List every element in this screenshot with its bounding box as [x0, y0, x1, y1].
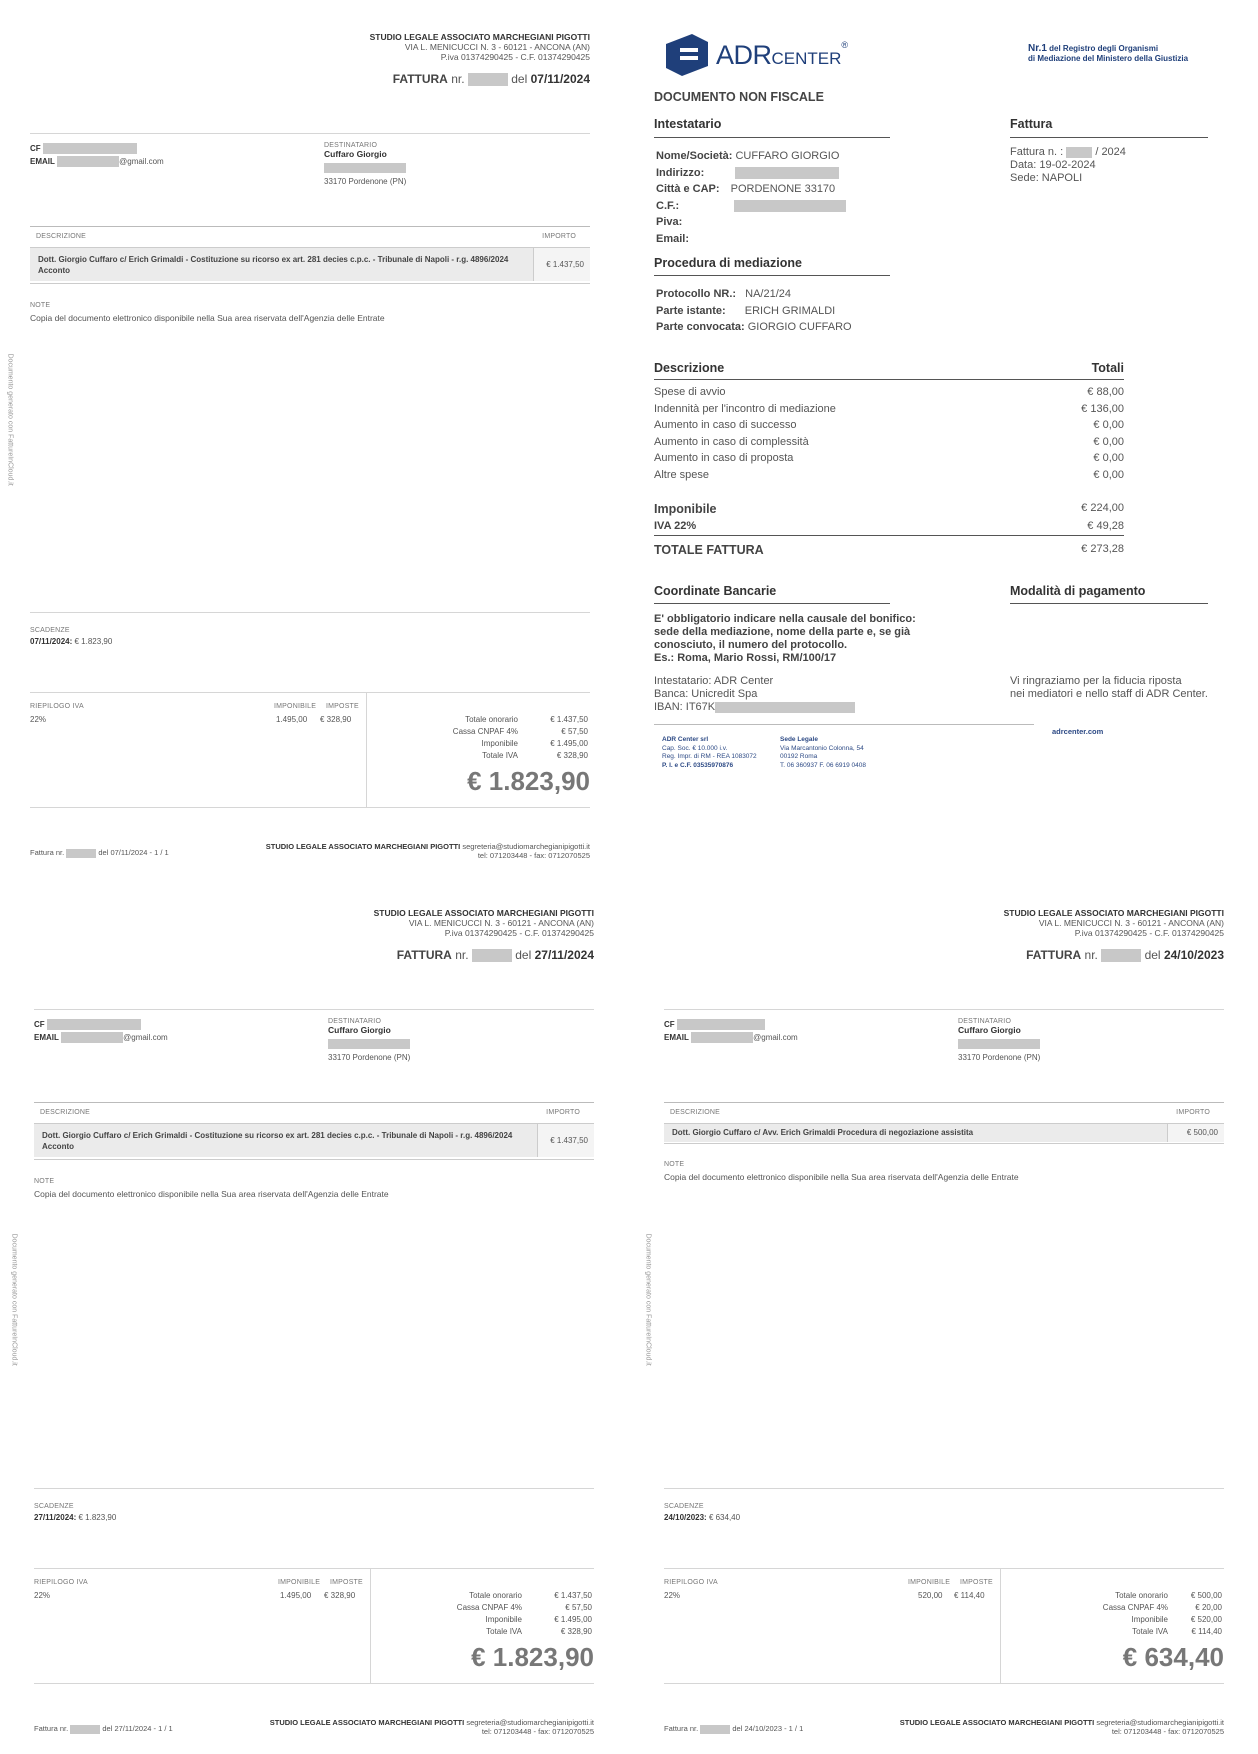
del-label: del: [511, 72, 528, 86]
redaction: [70, 1725, 100, 1734]
iva-label: IVA 22%: [654, 520, 697, 532]
invoice-header: [1004, 908, 1224, 938]
list-item: [654, 403, 1124, 420]
tot-onorario-value: € 1.437,50: [554, 1591, 592, 1600]
note-text: Copia del documento elettronico disponibile nella Sua area riservata dell'Agenzia delle Entrate: [664, 1172, 1019, 1182]
convocata-value: GIORGIO CUFFARO: [747, 321, 852, 333]
adr-footer-sede: [780, 736, 866, 770]
tot-onorario-label: Totale onorario: [465, 715, 518, 724]
note-text: Copia del documento elettronico disponibile nella Sua area riservata dell'Agenzia delle Entrate: [34, 1189, 389, 1199]
imponibile-value: € 1.495,00: [550, 739, 588, 748]
del-label: del: [515, 948, 532, 962]
footer-email: segreteria@studiomarchegianipigotti.it: [462, 842, 590, 851]
divider: [370, 1568, 371, 1683]
redaction: [66, 849, 96, 858]
tot-onorario-label: Totale onorario: [469, 1591, 522, 1600]
scadenze-label: SCADENZE: [30, 627, 70, 634]
notice-line-1: E' obbligatorio indicare nella causale del bonifico:: [654, 613, 916, 625]
footer-left: [34, 1724, 173, 1734]
divider: [366, 692, 367, 807]
divider: [34, 1568, 594, 1569]
footer-prefix: Fattura nr.: [30, 848, 65, 857]
cassa-label: Cassa CNPAF 4%: [452, 727, 518, 736]
imposte-col: IMPOSTE: [960, 1579, 993, 1586]
imponibile-label: Imponibile: [481, 739, 518, 748]
description-table: [34, 1102, 594, 1160]
note-text: Copia del documento elettronico disponibile nella Sua area riservata dell'Agenzia delle Entrate: [30, 313, 385, 323]
footer-phone: tel: 071203448 - fax: 0712070525: [477, 851, 590, 860]
firm-address: VIA L. MENICUCCI N. 3 - 60121 - ANCONA (AN): [404, 42, 590, 52]
invoice-date: 27/11/2024: [534, 948, 594, 962]
convocata-label: Parte convocata:: [656, 321, 745, 333]
registry-nr: Nr.1: [1028, 43, 1047, 54]
fattura-n-label: Fattura n. :: [1010, 146, 1064, 158]
list-item: [654, 452, 1124, 469]
divider: [1010, 603, 1208, 604]
adr-logo-text: ADRCENTER®: [716, 40, 849, 70]
recipient-city: 33170 Pordenone (PN): [958, 1053, 1041, 1062]
recipient: [324, 142, 406, 186]
row-amount: € 1.437,50: [550, 1136, 588, 1145]
piva-label: Piva:: [656, 216, 683, 228]
protocollo-label: Protocollo NR.:: [656, 288, 737, 300]
client-info: [664, 1018, 798, 1044]
cf-label: CF: [664, 1020, 675, 1029]
iva-imposte: € 114,40: [954, 1591, 985, 1600]
notice-line-4: Es.: Roma, Mario Rossi, RM/100/17: [654, 652, 837, 664]
foot-piva: P. I. e C.F. 03535970876: [662, 761, 734, 769]
footer-left: [30, 848, 169, 858]
item-value: € 0,00: [1093, 452, 1124, 464]
redaction: [43, 143, 137, 154]
registry-text-2: di Mediazione del Ministero della Giustizia: [1028, 54, 1189, 63]
scadenza-amount: € 1.823,90: [78, 1513, 117, 1522]
procedura-title: Procedura di mediazione: [654, 256, 802, 270]
imponibile-row: [654, 502, 1124, 516]
email-label: EMAIL: [30, 157, 55, 166]
redaction: [328, 1039, 410, 1049]
procedura-block: [656, 286, 852, 336]
side-watermark: Documento generato con FattureInCloud.it: [10, 1233, 18, 1366]
invoice-header: [370, 32, 590, 62]
iva-value: € 49,28: [1087, 520, 1124, 532]
invoice-2: [34, 876, 594, 1738]
thanks-line-2: nei mediatori e nello staff di ADR Center.: [1010, 688, 1208, 700]
table-row: [30, 248, 534, 281]
redaction: [61, 1032, 123, 1043]
item-label: Aumento in caso di successo: [654, 419, 797, 431]
destinatario-label: DESTINATARIO: [324, 142, 378, 149]
imposte-col: IMPOSTE: [330, 1579, 363, 1586]
invoice-header: [374, 908, 594, 938]
logo-sub: CENTER: [771, 49, 842, 68]
foot-reg: Reg. Impr. di RM - REA 1083072: [662, 753, 757, 760]
tot-onorario-value: € 1.437,50: [550, 715, 588, 724]
footer-prefix: Fattura nr.: [664, 1724, 699, 1733]
destinatario-label: DESTINATARIO: [958, 1018, 1012, 1025]
redaction: [691, 1032, 753, 1043]
footer-tail: del 27/11/2024 - 1 / 1: [102, 1724, 173, 1733]
recipient-city: 33170 Pordenone (PN): [328, 1053, 411, 1062]
email-suffix: @gmail.com: [119, 157, 164, 166]
divider: [664, 1009, 1224, 1010]
iva-row: [654, 520, 1124, 532]
divider: [654, 379, 1124, 380]
imponibile-col: IMPONIBILE: [908, 1579, 951, 1586]
imposte-col: IMPOSTE: [326, 703, 359, 710]
destinatario-label: DESTINATARIO: [328, 1018, 382, 1025]
row-description: Dott. Giorgio Cuffaro c/ Avv. Erich Grimaldi Procedura di negoziazione assistita: [672, 1128, 974, 1137]
riepilogo-label: RIEPILOGO IVA: [34, 1579, 88, 1586]
item-label: Indennità per l'incontro di mediazione: [654, 402, 836, 415]
summary-values: [550, 714, 588, 762]
divider: [34, 1488, 594, 1489]
fattura-label: FATTURA: [1026, 948, 1082, 962]
modalita-title: Modalità di pagamento: [1010, 584, 1146, 598]
row-description: Dott. Giorgio Cuffaro c/ Erich Grimaldi - Costituzione su ricorso ex art. 281 decies c.p.c. - Tribunale di Napoli - r.g. 4896/2024 Acconto: [42, 1131, 513, 1151]
imponibile-value: € 520,00: [1190, 1615, 1222, 1624]
table-header: [664, 1103, 1224, 1124]
logo-main: ADR: [716, 40, 772, 70]
grand-total: € 1.823,90: [471, 1642, 594, 1672]
descrizione-title: Descrizione: [654, 361, 725, 375]
row-amount: € 500,00: [1186, 1128, 1218, 1137]
thanks-line-1: Vi ringraziamo per la fiducia riposta: [1010, 675, 1182, 687]
footer-firm: STUDIO LEGALE ASSOCIATO MARCHEGIANI PIGOTTI: [265, 842, 461, 851]
nr-label: nr.: [451, 72, 465, 86]
nome-label: Nome/Società:: [656, 150, 733, 162]
footer-divider: [654, 724, 1034, 725]
firm-piva: P.iva 01374290425 - C.F. 01374290425: [444, 928, 594, 938]
notice-line-2: sede della mediazione, nome della parte e, se già: [654, 626, 911, 638]
item-value: € 0,00: [1093, 419, 1124, 431]
recipient-name: Cuffaro Giorgio: [324, 149, 387, 159]
cf-label: CF: [30, 144, 41, 153]
riepilogo-label: RIEPILOGO IVA: [664, 1579, 718, 1586]
scadenza-date: 07/11/2024:: [30, 637, 73, 646]
footer-phone: tel: 071203448 - fax: 0712070525: [1111, 1727, 1224, 1736]
table-header: [34, 1103, 594, 1124]
tot-iva-value: € 328,90: [556, 751, 588, 760]
divider: [1010, 137, 1208, 138]
imponibile-col: IMPONIBILE: [274, 703, 317, 710]
item-label: Altre spese: [654, 468, 710, 481]
cf-label: C.F.:: [656, 199, 680, 212]
foot-sede-1: Via Marcantonio Colonna, 54: [780, 744, 864, 752]
importo-header: IMPORTO: [546, 1109, 580, 1116]
cassa-value: € 20,00: [1195, 1603, 1222, 1612]
footer-right: [900, 1718, 1224, 1736]
redaction: [1066, 147, 1092, 158]
istante-value: ERICH GRIMALDI: [744, 304, 836, 317]
cassa-label: Cassa CNPAF 4%: [1102, 1603, 1168, 1612]
cf-label: CF: [34, 1020, 45, 1029]
fattura-n-tail: / 2024: [1095, 146, 1126, 158]
divider: [34, 1683, 594, 1684]
invoice-date: 07/11/2024: [530, 72, 590, 86]
divider: [34, 1009, 594, 1010]
footer-prefix: Fattura nr.: [34, 1724, 69, 1733]
tot-iva-label: Totale IVA: [486, 1627, 522, 1636]
firm-name: STUDIO LEGALE ASSOCIATO MARCHEGIANI PIGOTTI: [1003, 908, 1224, 918]
importo-header: IMPORTO: [542, 233, 576, 240]
firm-address: VIA L. MENICUCCI N. 3 - 60121 - ANCONA (AN): [1038, 918, 1224, 928]
summary-values: [1191, 1590, 1222, 1638]
footer-right: [270, 1718, 594, 1736]
scadenza-amount: € 1.823,90: [74, 637, 113, 646]
registry-note: [1028, 44, 1188, 64]
fattura-title: Fattura: [1010, 117, 1053, 131]
summary-labels: [1103, 1590, 1168, 1638]
invoice-number: [1026, 948, 1224, 962]
email-suffix: @gmail.com: [753, 1033, 798, 1042]
invoice-1: [30, 0, 590, 862]
divider: [664, 1568, 1224, 1569]
redaction: [958, 1039, 1040, 1049]
recipient-name: Cuffaro Giorgio: [958, 1025, 1021, 1035]
item-label: Spese di avvio: [654, 386, 726, 398]
divider: [30, 133, 590, 134]
table-row: [34, 1124, 538, 1157]
descrizione-header: DESCRIZIONE: [36, 233, 87, 240]
recipient: [958, 1018, 1040, 1062]
divider: [30, 612, 590, 613]
items-list: [654, 386, 1124, 485]
email-label: Email:: [656, 232, 690, 245]
tot-iva-value: € 114,40: [1191, 1627, 1222, 1636]
list-item: [654, 469, 1124, 486]
nr-label: nr.: [455, 948, 469, 962]
footer-firm: STUDIO LEGALE ASSOCIATO MARCHEGIANI PIGOTTI: [269, 1718, 465, 1727]
note-label: NOTE: [664, 1161, 685, 1168]
coordinate-title: Coordinate Bancarie: [654, 584, 777, 598]
protocollo-value: NA/21/24: [745, 288, 791, 300]
firm-name: STUDIO LEGALE ASSOCIATO MARCHEGIANI PIGOTTI: [373, 908, 594, 918]
row-amount-cell: [1167, 1124, 1224, 1142]
fattura-block: [1010, 146, 1126, 185]
redaction: [324, 163, 406, 173]
fattura-date: Data: 19-02-2024: [1010, 159, 1096, 171]
row-amount-cell: [533, 248, 590, 281]
recipient-name: Cuffaro Giorgio: [328, 1025, 391, 1035]
bank-name: Banca: Unicredit Spa: [654, 688, 758, 700]
bank-intestatario: Intestatario: ADR Center: [654, 675, 774, 687]
divider: [664, 1683, 1224, 1684]
citta-value: PORDENONE 33170: [730, 183, 836, 195]
row-amount: € 1.437,50: [546, 260, 584, 269]
footer-email: segreteria@studiomarchegianipigotti.it: [1096, 1718, 1224, 1727]
adr-footer-company: [662, 736, 757, 770]
side-watermark: Documento generato con FattureInCloud.it: [644, 1233, 652, 1366]
redaction: [468, 73, 508, 86]
item-value: € 0,00: [1093, 468, 1124, 481]
invoice-number: [393, 72, 590, 86]
invoice-number: [397, 948, 594, 962]
email-label: EMAIL: [34, 1033, 59, 1042]
cassa-label: Cassa CNPAF 4%: [456, 1603, 522, 1612]
totale-value: € 273,28: [1081, 543, 1124, 555]
fattura-label: FATTURA: [392, 72, 448, 86]
redaction: [57, 156, 119, 167]
row-description: Dott. Giorgio Cuffaro c/ Erich Grimaldi - Costituzione su ricorso ex art. 281 decies c.p.c. - Tribunale di Napoli - r.g. 4896/2024 Acconto: [38, 255, 509, 275]
notice-line-3: conosciuto, il numero del protocollo.: [654, 639, 848, 651]
footer-tail: del 07/11/2024 - 1 / 1: [98, 848, 169, 857]
cassa-value: € 57,50: [565, 1603, 592, 1612]
importo-header: IMPORTO: [1176, 1109, 1210, 1116]
bank-iban: IBAN: IT67K: [654, 701, 716, 713]
tot-iva-label: Totale IVA: [1132, 1627, 1168, 1636]
iva-imposte: € 328,90: [324, 1591, 356, 1600]
nome-value: CUFFARO GIORGIO: [735, 150, 840, 162]
bank-details: [654, 675, 855, 714]
redaction: [715, 702, 855, 713]
fattura-sede: Sede: NAPOLI: [1010, 172, 1083, 184]
adr-document: [654, 0, 1258, 862]
firm-piva: P.iva 01374290425 - C.F. 01374290425: [1074, 928, 1224, 938]
cassa-value: € 57,50: [561, 727, 588, 736]
description-table: [30, 226, 590, 284]
totali-title: Totali: [1091, 361, 1124, 375]
footer-tail: del 24/10/2023 - 1 / 1: [732, 1724, 804, 1733]
divider: [1000, 1568, 1001, 1683]
foot-sede-title: Sede Legale: [780, 736, 818, 743]
firm-name: STUDIO LEGALE ASSOCIATO MARCHEGIANI PIGOTTI: [369, 32, 590, 42]
note-label: NOTE: [34, 1178, 55, 1185]
item-label: Aumento in caso di complessità: [654, 435, 809, 448]
imponibile-label: Imponibile: [654, 502, 717, 516]
iva-imposte: € 328,90: [320, 715, 352, 724]
footer-left: [664, 1724, 803, 1734]
tot-iva-label: Totale IVA: [482, 751, 518, 760]
doc-type: DOCUMENTO NON FISCALE: [654, 90, 824, 104]
totale-label: TOTALE FATTURA: [654, 543, 764, 557]
item-value: € 88,00: [1087, 386, 1124, 398]
item-label: Aumento in caso di proposta: [654, 452, 794, 464]
redaction: [734, 200, 846, 212]
iva-imponibile: 1.495,00: [280, 1591, 312, 1600]
description-table: [664, 1102, 1224, 1144]
client-info: [34, 1018, 168, 1044]
divider: [30, 692, 590, 693]
divider: [30, 807, 590, 808]
imponibile-col: IMPONIBILE: [278, 1579, 321, 1586]
item-value: € 0,00: [1093, 435, 1124, 448]
email-label: EMAIL: [664, 1033, 689, 1042]
divider: [654, 603, 890, 604]
note-label: NOTE: [30, 302, 51, 309]
scadenze-label: SCADENZE: [34, 1503, 74, 1510]
grand-total: € 634,40: [1122, 1642, 1224, 1672]
descrizione-header: DESCRIZIONE: [40, 1109, 91, 1116]
row-amount-cell: [537, 1124, 594, 1157]
scadenze-label: SCADENZE: [664, 1503, 704, 1510]
scadenza-date: 27/11/2024:: [34, 1513, 77, 1522]
foot-cap: Cap. Soc. € 10.000 i.v.: [662, 744, 728, 752]
indirizzo-label: Indirizzo:: [656, 166, 705, 179]
footer-email: segreteria@studiomarchegianipigotti.it: [466, 1718, 594, 1727]
redaction: [472, 949, 512, 962]
scadenza-amount: € 634,40: [708, 1513, 741, 1522]
imponibile-value: € 224,00: [1081, 502, 1124, 514]
invoice-date: 24/10/2023: [1163, 948, 1224, 962]
foot-sede-3: T. 06 360937 F. 06 6919 0408: [780, 761, 867, 769]
summary-labels: [453, 714, 518, 762]
list-item: [654, 386, 1124, 403]
table-header: [30, 227, 590, 248]
descrizione-header: DESCRIZIONE: [670, 1109, 721, 1116]
divider: [654, 535, 1124, 536]
iva-imponibile: 1.495,00: [276, 715, 308, 724]
riepilogo-label: RIEPILOGO IVA: [30, 703, 84, 710]
divider: [654, 137, 890, 138]
redaction: [677, 1019, 765, 1030]
summary-labels: [457, 1590, 522, 1638]
recipient: [328, 1018, 410, 1062]
redaction: [700, 1725, 730, 1734]
list-item: [654, 436, 1124, 453]
imponibile-value: € 1.495,00: [554, 1615, 592, 1624]
tot-onorario-value: € 500,00: [1190, 1591, 1222, 1600]
imponibile-label: Imponibile: [1131, 1615, 1168, 1624]
nr-label: nr.: [1084, 948, 1098, 962]
intestatario-block: [656, 148, 846, 247]
side-watermark: Documento generato con FattureInCloud.it: [6, 353, 14, 486]
grand-total: € 1.823,90: [467, 766, 590, 796]
fattura-label: FATTURA: [396, 948, 452, 962]
bank-notice: [654, 613, 916, 665]
intestatario-title: Intestatario: [654, 117, 722, 131]
footer-phone: tel: 071203448 - fax: 0712070525: [481, 1727, 594, 1736]
citta-label: Città e CAP:: [656, 183, 720, 195]
imponibile-label: Imponibile: [485, 1615, 522, 1624]
divider: [654, 275, 890, 276]
redaction: [735, 167, 839, 179]
summary-values: [554, 1590, 592, 1638]
divider: [664, 1488, 1224, 1489]
redaction: [1101, 949, 1141, 962]
iva-rate: 22%: [34, 1591, 51, 1600]
tot-onorario-label: Totale onorario: [1115, 1591, 1168, 1600]
del-label: del: [1144, 948, 1161, 962]
client-info: [30, 142, 164, 168]
adr-logo-icon: [666, 34, 708, 76]
iva-imponibile: 520,00: [918, 1591, 943, 1600]
thanks: [1010, 675, 1208, 701]
firm-piva: P.iva 01374290425 - C.F. 01374290425: [440, 52, 590, 62]
tot-iva-value: € 328,90: [560, 1627, 592, 1636]
foot-company: ADR Center srl: [662, 736, 709, 743]
firm-address: VIA L. MENICUCCI N. 3 - 60121 - ANCONA (AN): [408, 918, 594, 928]
foot-site: adrcenter.com: [1052, 727, 1104, 736]
table-row: [664, 1124, 1168, 1142]
email-suffix: @gmail.com: [123, 1033, 168, 1042]
registry-text-1: del Registro degli Organismi: [1049, 44, 1159, 53]
item-value: € 136,00: [1081, 402, 1124, 415]
scadenza-date: 24/10/2023:: [664, 1513, 707, 1522]
redaction: [47, 1019, 141, 1030]
footer-right: [266, 842, 590, 860]
recipient-city: 33170 Pordenone (PN): [324, 177, 407, 186]
totale-row: [654, 543, 1124, 557]
footer-firm: STUDIO LEGALE ASSOCIATO MARCHEGIANI PIGOTTI: [899, 1718, 1095, 1727]
foot-sede-2: 00192 Roma: [780, 753, 818, 760]
invoice-3: [664, 876, 1224, 1738]
list-item: [654, 419, 1124, 436]
istante-label: Parte istante:: [656, 304, 726, 317]
iva-rate: 22%: [664, 1591, 681, 1600]
iva-rate: 22%: [30, 715, 47, 724]
